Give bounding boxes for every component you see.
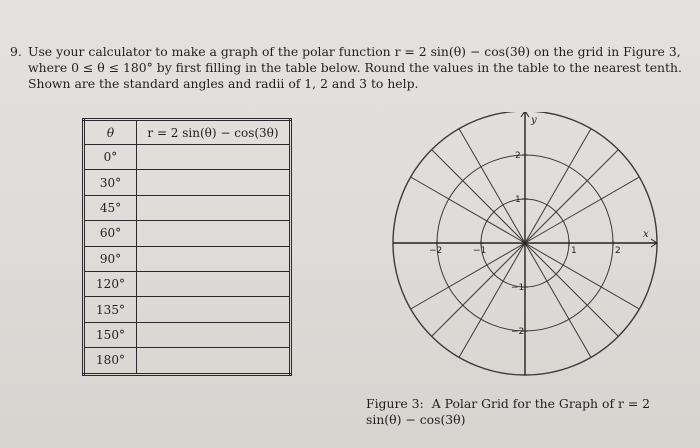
x-tick-label: 2 [615,246,621,256]
y-tick-label: −2 [511,327,525,337]
x-tick-label: −2 [429,246,443,256]
y-tick-label: −1 [511,283,525,293]
y-tick-label: 1 [515,195,521,205]
r-value-cell[interactable] [137,195,291,220]
y-tick-label: 2 [515,151,521,161]
table-row [84,195,291,220]
angle-ray [525,150,618,243]
theta-column-header: θ [84,120,137,145]
table-row [84,297,291,322]
angle-ray [459,129,525,243]
angle-ray [432,150,525,243]
figure-caption [366,396,686,428]
table-row [84,246,291,271]
x-axis-label: x [643,229,649,240]
angle-cell: 150° [84,322,137,347]
r-value-cell[interactable] [137,170,291,195]
y-axis-label: y [531,115,537,126]
table-row [84,170,291,195]
table-row [84,145,291,170]
table-row [84,271,291,296]
r-value-cell[interactable] [137,348,291,374]
table-row [84,221,291,246]
angle-ray [525,177,639,243]
angle-ray [525,243,591,357]
caption-text: A Polar Grid for the Graph of r = 2 sin(θ) − cos(3θ) [366,396,651,427]
r-value-cell[interactable] [137,297,291,322]
angle-ray [525,129,591,243]
angle-ray [459,243,525,357]
angle-cell: 60° [84,221,137,246]
problem-text: Use your calculator to make a graph of the polar function r = 2 sin(θ) − cos(3θ) on the grid in Figure 3, where 0 ≤ θ ≤ 180° by first filling in the table below. Round the values in the table to the nearest tenth. Shown are the standard angles and radii of 1, 2 and 3 to help. [28,44,682,91]
angle-cell: 30° [84,170,137,195]
problem-statement [10,44,690,92]
angle-ray [525,243,618,336]
r-value-cell[interactable] [137,246,291,271]
r-value-cell[interactable] [137,271,291,296]
problem-number: 9. [10,44,22,59]
r-column-header: r = 2 sin(θ) − cos(3θ) [137,120,291,145]
angle-cell: 120° [84,271,137,296]
table-row [84,348,291,374]
angle-cell: 180° [84,348,137,374]
r-value-cell[interactable] [137,322,291,347]
values-table [82,118,292,376]
polar-grid-figure [388,112,678,382]
r-value-cell[interactable] [137,221,291,246]
angle-cell: 0° [84,145,137,170]
polar-grid [388,112,678,382]
angle-ray [411,243,525,309]
table-row [84,322,291,347]
x-tick-label: −1 [473,246,487,256]
x-tick-label: 1 [571,246,577,256]
angle-ray [525,243,639,309]
table-header-row [84,120,291,145]
angle-cell: 45° [84,195,137,220]
angle-cell: 90° [84,246,137,271]
angle-ray [411,177,525,243]
r-value-cell[interactable] [137,145,291,170]
caption-label: Figure 3: [366,396,424,411]
angle-cell: 135° [84,297,137,322]
